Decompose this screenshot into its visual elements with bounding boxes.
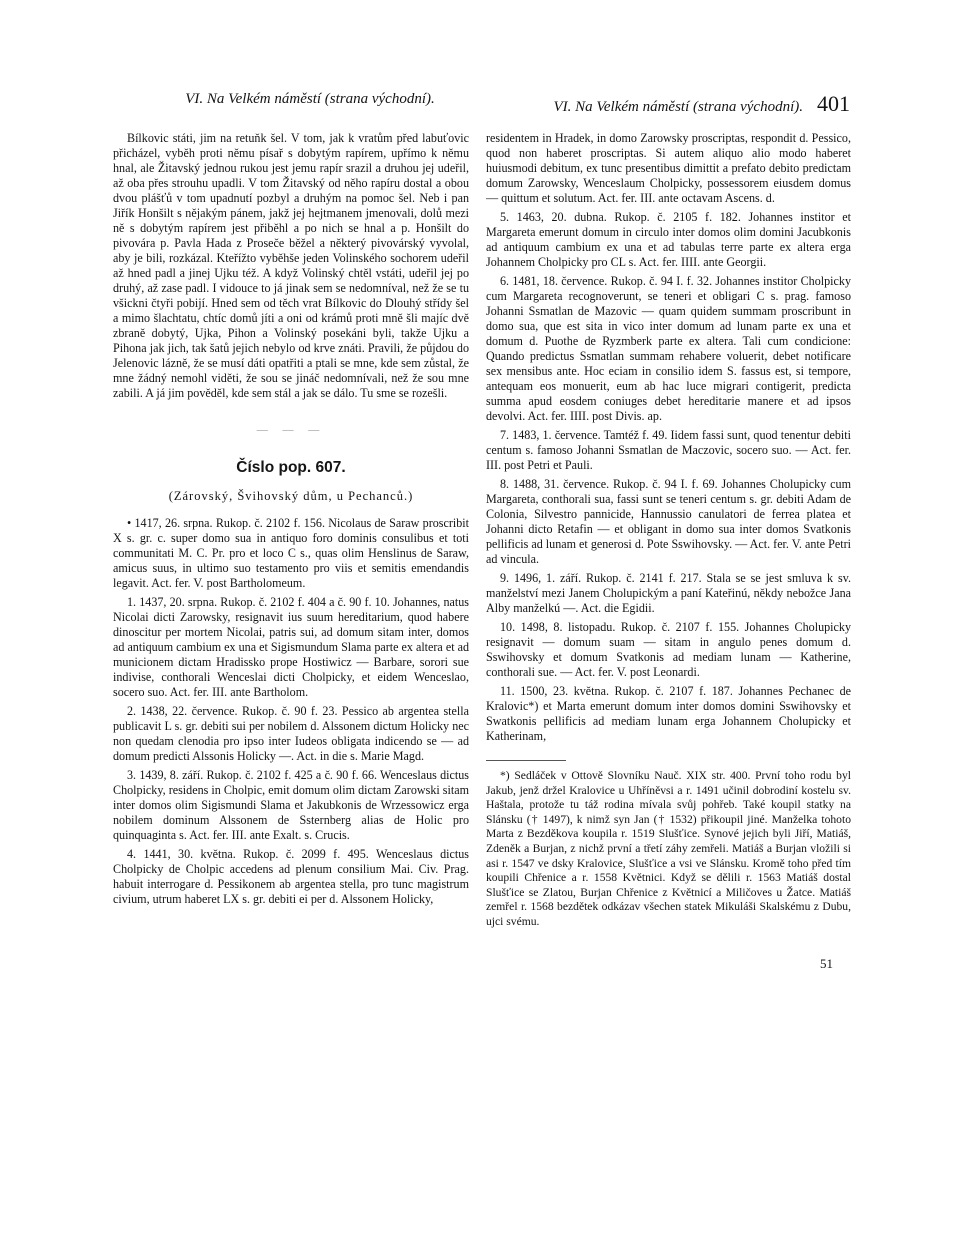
record-entry: 4. 1441, 30. května. Rukop. č. 2099 f. 495. Wenceslaus dictus Cholpicky de Cholpic accedens ad plenum consilium Mai. Civ. Prag. habuit interrogare d. Pessikonem ab argentea stella, pro tunc magistrum civium, utrum haberet LX s. gr. debiti ei per d. Alssonem Holicky, <box>113 847 469 906</box>
record-entry: 5. 1463, 20. dubna. Rukop. č. 2105 f. 182. Johannes institor et Margareta emerunt domum in circulo inter domos olim domini Jacubkonis ad antiquum cambium ex una et ad tabulas terre parte ex altera erga Johannem Cholpicky pro CL s. Act. fer. IIII. ante Georgii. <box>486 210 851 269</box>
header-left-text: VI. Na Velkém náměstí (strana východní). <box>185 91 435 107</box>
footnote: *) Sedláček v Ottově Slovníku Nauč. XIX str. 400. První toho rodu byl Jakub, jenž držel Kralovice u Uhříněvsi a r. 1491 učinil dobrodiní kostelu sv. Haštala, protože tu táž rodina mívala svůj pohřeb. Také koupil statky na Slánsku († 1497), k nimž syn Jan († 1532) přikoupil jiné. Manželka tohoto Marta z Bezděkova koupila r. 1519 Slušťice. Synové jejich byli Jiří, Matiáš, Zdeněk a Burjan, z nichž první a třetí záhy zemřeli. Matiáš a Burjan vložili si asi r. 1547 ve dsky Kralovice, Slušťice a vsi ve Slánsku. Kromě toho před tím koupili Chřenice a r. 1558 Květnici. Když se dělili r. 1563 Matiáš dostal Slušťice se Zlatou, Burjan Chřenice z Květnicí a Miličoves u Žatce. Matiáš zemřel r. 1568 bezdětek odkázav všechen statek Mikuláši Skalskému z Dubu, ujci svému. <box>486 769 851 928</box>
section-subtitle: (Zárovský, Švihovský dům, u Pechanců.) <box>168 489 414 503</box>
section-title: Číslo pop. 607. <box>236 459 346 476</box>
record-entry: 10. 1498, 8. listopadu. Rukop. č. 2107 f. 155. Johannes Cholupicky resignavit — domum suam — sitam in angulo penes domum d. Sswihovsky et domum Svatkonis ad mediam lunam — Katherine, conthorali sue. — Act. fer. V. post Leonardi. <box>486 620 851 679</box>
footnote-rule <box>486 760 566 761</box>
record-entry: 6. 1481, 18. července. Rukop. č. 94 I. f. 32. Johannes institor Cholpicky cum Margareta recognoverunt, se teneri et obligari C s. prag. famoso Johanni Ssmatlan de Mazovic — quam quidem summam proscribunt in domo sua, que est sita in vico inter domum ad lunam parte ex una et domum d. Puothe de Ryzmberk parte ex altera. Tali cum condicione: Quando predictus Ssmatlan summam rehabere voluerit, debet notificare sex mensibus ante. Hoc eciam in consilio idem S. fassus est, si tempore, antequam eos monuerit, eum ab hac luce migrari contigerit, predicta summa apud eosdem coniuges debet hereditarie manere et ad ipsos devolvi. Act. fer. IIII. post Divis. ap. <box>486 274 851 423</box>
record-entry: 9. 1496, 1. září. Rukop. č. 2141 f. 217. Stala se se jest smluva k sv. manželství mezi Janem Cholupickým a paní Kateřinú, někdy nebožce Jana Alby manželkú —. Act. die Egidii. <box>486 571 851 615</box>
record-entry: 7. 1483, 1. července. Tamtéž f. 49. Iidem fassi sunt, quod tenentur debiti centum s. famoso Johanni Ssmatlan de Maczovic, socero suo. — Act. fer. III. post Petri et Pauli. <box>486 428 851 472</box>
running-header-right <box>520 91 850 117</box>
record-entry: 11. 1500, 23. května. Rukop. č. 2107 f. 187. Johannes Pechanec de Kralovic*) et Marta emerunt domum inter domos domini Sswihovsky et Swatkonis pellificis ad mediam lunam erga Johannem Cholupicky et Katherinam, <box>486 684 851 743</box>
header-right-text: VI. Na Velkém náměstí (strana východní). <box>553 99 803 115</box>
right-column <box>486 131 851 971</box>
record-entry: • 1417, 26. srpna. Rukop. č. 2102 f. 156. Nicolaus de Saraw proscribit X s. gr. c. super domo sua in antiquo foro dominis consulibus et toti communitati M. C. Pr. pro et loco C s., quas olim Henslinus de Saraw, amicus suus, in ultimo suo testamento pro viis et semitis emendandis legavit. Act. fer. V. post Bartholomeum. <box>113 516 469 590</box>
left-column <box>113 131 469 907</box>
record-entry: 3. 1439, 8. září. Rukop. č. 2102 f. 425 a č. 90 f. 66. Wenceslaus dictus Cholpicky, residens in Cholpic, emit domum olim dictam Zarowski sitam inter domos olim Sigismundi Slama et Jakubkonis de Wrzessowicz erga nobilem dominum Alssonem de Ssternberg alias de Holic pro quinquaginta s. Act. fer. III. ante Exalt. s. Crucis. <box>113 768 469 842</box>
section-separator: — — — <box>256 424 326 436</box>
record-entry: 8. 1488, 31. července. Rukop. č. 94 I. f. 69. Johannes Cholupicky cum Margareta, conthorali sua, fassi sunt se teneri centum s. gr. debiti Adam de Colonia, Silvestro pannicide, Hannussio canulatori de ferrea platea et Johanni dicto Retafin — et obligant in domo sua inter domos Svatkonis pellificis ad lunam et generosi d. Pote Sswihovsky. — Act. fer. V. ante Petri ad vincula. <box>486 477 851 566</box>
running-header-left <box>150 91 470 117</box>
record-entry: 2. 1438, 22. července. Rukop. č. 90 f. 23. Pessico ab argentea stella publicavit L s. gr. debiti sui per nobilem d. Alssonem dictum Holicky nec non quedam clenodia pro ipso inter Iudeos obligata indicendo se — ad domum predicti Alssonis Holicky —. Act. in die s. Marie Magd. <box>113 704 469 763</box>
continued-paragraph: residentem in Hradek, in domo Zarowsky proscriptas, respondit d. Pessico, quod non haberet proscriptas. Si autem aliquo alio modo haberet huiusmodi debitum, ex tunc presentibus dimittit a prefato debito predictam domum Zarowsky, Wenceslaum Cholpicky, possessorem eiusdem domus — quittum et solutum. Act. fer. III. ante octavam Ascens. d. <box>486 131 851 205</box>
page-number: 401 <box>817 91 850 116</box>
folio-number: 51 <box>820 955 833 971</box>
testimony-paragraph: Bílkovic státi, jim na retuňk šel. V tom, jak k vratům před labuťovic přicházel, vyběh proti němu písař s dobytým rapírem, upřímo k němu hnal, ale Žitavský jednou rukou jest jemu rapír srazil a druhou jej udeřil, až oba přes strouhu upadli. V tom Žitavský od něho rapíru dostal a obou dvou plášťů v tom upadnutí pozbyl a druhým na pomoc šel. Neb i pan Jiřík Honšilt s nějakým pánem, jakž jej hejtmanem jmenovali, dolů mezi ně s dobytým rapírem jest přiběhl a po nich se hnal a p. Honšilt do pivovára p. Pavla Hada z Proseče běžel a některý pivovárský vyvolal, aby je bili, rozkázal. Kteřížto vyběhše jeden Volinského sochorem udeřil až hned padl a jinej Ujku též. A když Volinský chtěl vstáti, udeřil jej po druhý, až zase padl. I vidouce to já jinak sem se nedomníval, než že se tu všickni čtyři pobijí. Hned sem od těch vrat Bílkovic do Dlouhý střídy šel a mimo šlachtatu, chtíc domů jíti a oni od krámů proti mně šli majíc dvě zbraně dobytý, Ujka, Pihon a Volinský posekáni byli, takže Ujku a Pihona jak jich, tak šatů jejich nebylo od krve znáti. Pravili, že půjdou do Jelenovic lázně, že se musí dáti opatřiti a ptali se mne, kde sem zůstal, že mne žádný nemohl viděti, že sou se jináč nedomnívali, než že sou mne zabili. A já jim pověděl, kde sem stál a jak se dálo. Tu sme se rozešli. <box>113 131 469 400</box>
record-entry: 1. 1437, 20. srpna. Rukop. č. 2102 f. 404 a č. 90 f. 10. Johannes, natus Nicolai dicti Zarowsky, resignavit ius suum hereditarium, quod habere dinoscitur per mortem Nicolai, patris sui, ad domum sitam inter, domos ad antiquum cambium ex una et Sigismundum Slama parte ex altera et ad municionem dictam Hradissko prope Hostiwicz — Barbare, sorori sue indivise, conthorali Wenceslai dicti Cholpicky, et eidem Wenceslao, socero suo. Act. fer. III. ante Bartholom. <box>113 595 469 699</box>
